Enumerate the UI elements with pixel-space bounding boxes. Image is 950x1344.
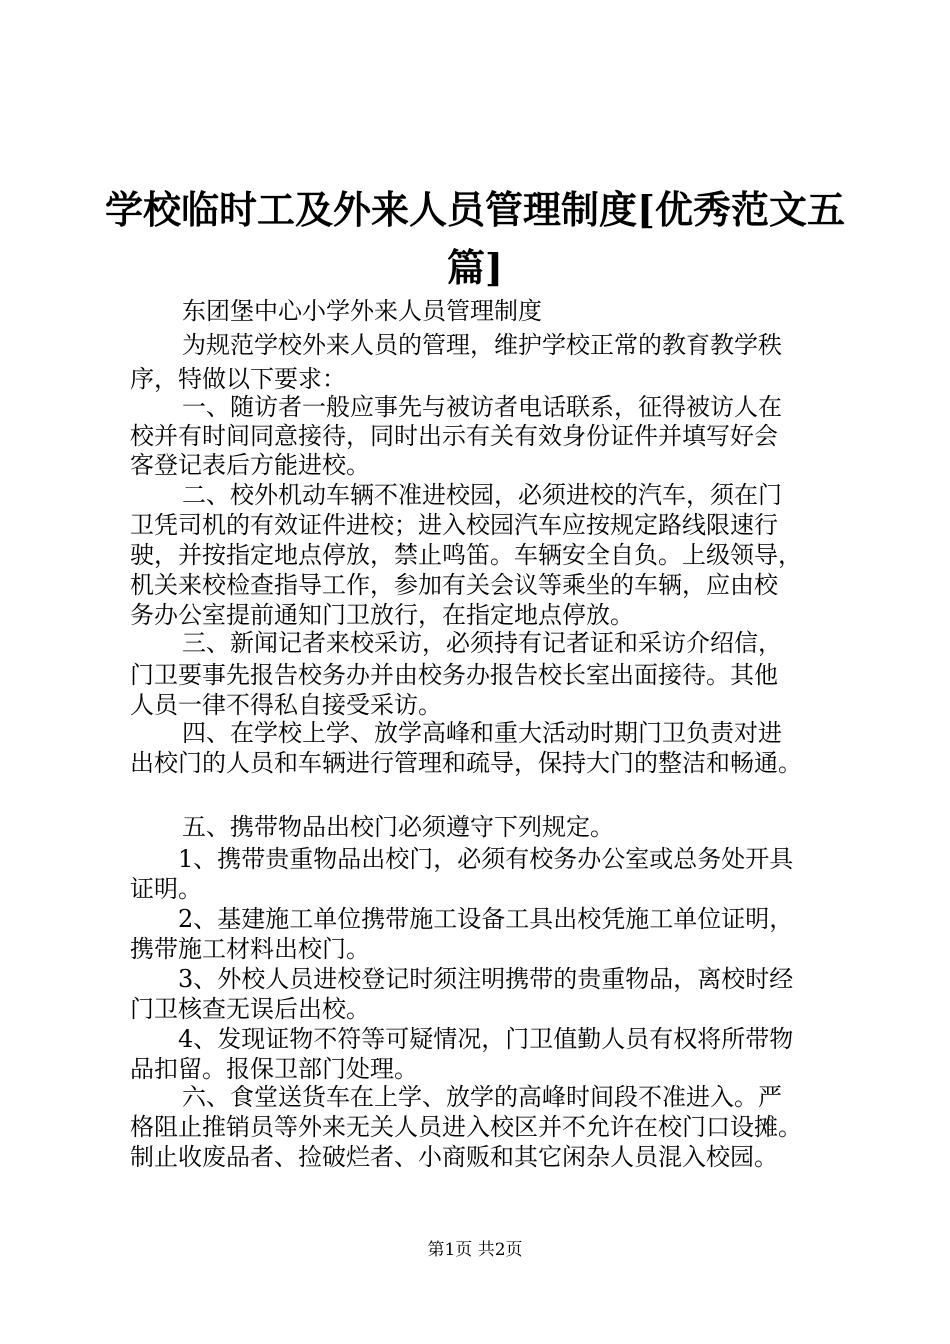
body-line: 品扣留。报保卫部门处理。 [130, 1055, 418, 1083]
page-footer: 第1页 共2页 [427, 1240, 523, 1260]
document-title-line-1: 学校临时工及外来人员管理制度[优秀范文五 [105, 187, 845, 232]
body-line: 人员一律不得私自接受采访。 [130, 691, 442, 719]
body-line: 为规范学校外来人员的管理，维护学校正常的教育教学秩 [182, 331, 782, 359]
body-line: 4、发现证物不符等可疑情况，门卫值勤人员有权将所带物 [178, 1025, 794, 1053]
body-line: 携带施工材料出校门。 [130, 935, 370, 963]
body-line: 一、随访者一般应事先与被访者电话联系，征得被访人在 [182, 393, 782, 421]
body-line: 制止收废品者、捡破烂者、小商贩和其它闲杂人员混入校园。 [130, 1143, 778, 1171]
body-line: 格阻止推销员等外来无关人员进入校区并不允许在校门口设摊。 [130, 1113, 802, 1141]
body-line: 二、校外机动车辆不准进校园，必须进校的汽车，须在门 [182, 481, 782, 509]
body-line: 序，特做以下要求： [130, 365, 346, 393]
body-line: 务办公室提前通知门卫放行，在指定地点停放。 [130, 601, 634, 629]
body-line: 东团堡中心小学外来人员管理制度 [182, 297, 542, 325]
body-line: 客登记表后方能进校。 [130, 451, 370, 479]
body-line: 门卫核查无误后出校。 [130, 995, 370, 1023]
body-line: 机关来校检查指导工作，参加有关会议等乘坐的车辆，应由校 [130, 571, 778, 599]
body-line: 四、在学校上学、放学高峰和重大活动时期门卫负责对进 [182, 719, 782, 747]
document-title-line-2: 篇] [447, 245, 503, 290]
body-line: 门卫要事先报告校务办并由校务办报告校长室出面接待。其他 [130, 661, 778, 689]
body-line: 出校门的人员和车辆进行管理和疏导，保持大门的整洁和畅通。 [130, 749, 802, 777]
body-line: 2、基建施工单位携带施工设备工具出校凭施工单位证明， [178, 905, 794, 933]
body-line: 三、新闻记者来校采访，必须持有记者证和采访介绍信， [182, 629, 782, 657]
body-line: 六、食堂送货车在上学、放学的高峰时间段不准进入。严 [182, 1083, 782, 1111]
body-line: 五、携带物品出校门必须遵守下列规定。 [182, 813, 614, 841]
body-line: 卫凭司机的有效证件进校；进入校园汽车应按规定路线限速行 [130, 511, 778, 539]
body-line: 1、携带贵重物品出校门，必须有校务办公室或总务处开具 [178, 845, 794, 873]
body-line: 3、外校人员进校登记时须注明携带的贵重物品，离校时经 [178, 965, 794, 993]
body-line: 校并有时间同意接待，同时出示有关有效身份证件并填写好会 [130, 422, 778, 450]
body-line: 证明。 [130, 875, 202, 903]
body-line: 驶，并按指定地点停放，禁止鸣笛。车辆安全自负。上级领导， [130, 541, 802, 569]
